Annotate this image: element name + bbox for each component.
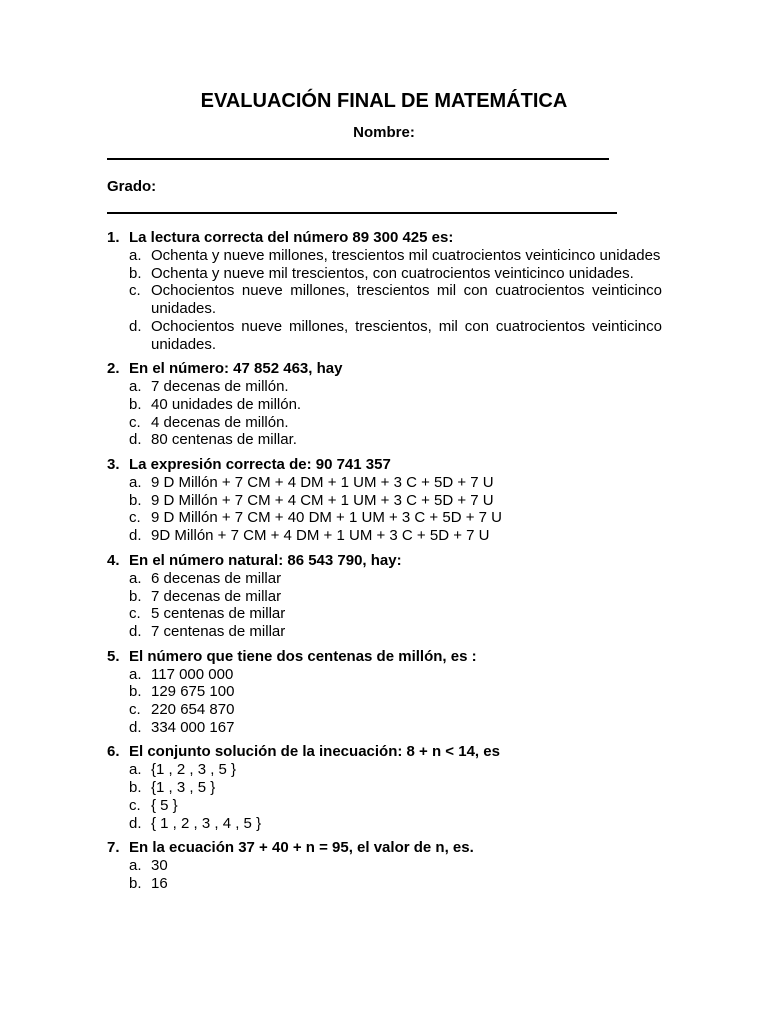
answer-option [129,431,662,449]
question-number: 6. [107,743,120,761]
answer-option [129,815,662,833]
option-letter: a. [129,569,142,587]
option-letter: d. [129,431,142,449]
answer-option [129,875,662,893]
option-text: { 1 , 2 , 3 , 4 , 5 } [151,814,262,832]
option-letter: b. [129,874,142,892]
option-letter: b. [129,587,142,605]
question-text: En el número natural: 86 543 790, hay: [129,551,402,569]
answer-option [129,605,662,623]
option-text: 9 D Millón + 7 CM + 4 DM + 1 UM + 3 C + 5D + 7 U [151,474,494,492]
answer-option [129,623,662,641]
question-4 [107,552,662,641]
option-letter: d. [129,718,142,736]
question-number: 2. [107,360,120,378]
option-letter: c. [129,509,141,527]
answer-option [129,857,662,875]
answer-option [129,666,662,684]
option-text: 220 654 870 [151,701,235,719]
grade-label: Grado: [107,178,157,195]
answer-option [129,588,662,606]
option-text: 334 000 167 [151,718,235,736]
question-number: 4. [107,551,120,569]
answer-option [129,318,662,353]
question-number: 5. [107,647,120,665]
question-text: La expresión correcta de: 90 741 357 [129,456,391,474]
question-heading [107,648,662,666]
answer-option [129,527,662,545]
option-text: Ochocientos nueve millones, trescientos mil con cuatrocientos veinticinco unidades. [151,282,662,318]
question-heading [107,552,662,570]
question-3 [107,456,662,545]
option-text: 80 centenas de millar. [151,431,297,449]
option-list [107,474,662,545]
question-list [107,229,662,900]
answer-option [129,701,662,719]
option-letter: a. [129,665,142,683]
option-text: { 5 } [151,796,178,814]
option-list [107,378,662,449]
question-1 [107,229,662,353]
option-text: Ochenta y nueve mil trescientos, con cuatrocientos veinticinco unidades. [151,264,634,282]
option-text: {1 , 3 , 5 } [151,779,216,797]
option-letter: b. [129,491,142,509]
question-heading [107,456,662,474]
question-text: El número que tiene dos centenas de millón, es : [129,647,477,665]
option-text: Ochenta y nueve millones, trescientos mil cuatrocientos veinticinco unidades [151,247,661,264]
option-text: 129 675 100 [151,683,235,701]
option-text: Ochocientos nueve millones, trescientos, mil con cuatrocientos veinticinco unidades. [151,317,662,353]
option-text: 40 unidades de millón. [151,395,302,413]
option-text: 16 [151,874,168,892]
option-text: 7 decenas de millón. [151,378,289,396]
question-text: En la ecuación 37 + 40 + n = 95, el valor de n, es. [129,839,474,857]
question-number: 1. [107,229,120,246]
option-list [107,857,662,892]
option-letter: b. [129,779,142,797]
option-letter: b. [129,683,142,701]
page-title: EVALUACIÓN FINAL DE MATEMÁTICA [200,90,568,112]
answer-option [129,683,662,701]
answer-option [129,414,662,432]
answer-option [129,509,662,527]
answer-option [129,761,662,779]
option-letter: c. [129,701,141,719]
name-underline [107,158,609,160]
answer-option [129,265,662,283]
question-6 [107,743,662,832]
option-text: 4 decenas de millón. [151,413,289,431]
option-letter: d. [129,622,142,640]
option-letter: c. [129,282,141,300]
name-label: Nombre: [353,124,415,141]
question-heading [107,743,662,761]
answer-option [129,719,662,737]
option-letter: d. [129,317,142,335]
answer-option [129,378,662,396]
question-text: El conjunto solución de la inecuación: 8 + n < 14, es [129,743,500,761]
question-5 [107,648,662,737]
question-7 [107,839,662,892]
answer-option [129,570,662,588]
option-text: 9 D Millón + 7 CM + 4 CM + 1 UM + 3 C + 5D + 7 U [151,491,494,509]
option-text: 5 centenas de millar [151,605,286,623]
answer-option [129,779,662,797]
option-letter: a. [129,378,142,396]
question-heading [107,229,662,247]
answer-option [129,474,662,492]
option-list [107,570,662,641]
option-list [107,666,662,737]
option-list [107,761,662,832]
option-text: {1 , 2 , 3 , 5 } [151,761,237,779]
grade-underline [107,212,617,214]
option-letter: c. [129,413,141,431]
option-letter: c. [129,605,141,623]
option-letter: a. [129,857,142,875]
option-text: 9D Millón + 7 CM + 4 DM + 1 UM + 3 C + 5D + 7 U [151,527,490,545]
option-letter: a. [129,247,142,264]
option-text: 30 [151,857,168,875]
option-text: 9 D Millón + 7 CM + 40 DM + 1 UM + 3 C + 5D + 7 U [151,509,502,527]
answer-option [129,282,662,317]
option-letter: a. [129,761,142,779]
question-number: 3. [107,456,120,474]
option-letter: b. [129,264,142,282]
answer-option [129,492,662,510]
option-letter: c. [129,796,141,814]
option-list [107,247,662,353]
option-text: 6 decenas de millar [151,569,282,587]
option-letter: d. [129,814,142,832]
question-number: 7. [107,839,120,857]
question-text: La lectura correcta del número 89 300 425 es: [129,229,454,246]
option-letter: b. [129,395,142,413]
question-heading [107,839,662,857]
answer-option [129,247,662,265]
option-text: 117 000 000 [151,665,234,683]
question-text: En el número: 47 852 463, hay [129,360,343,378]
option-text: 7 centenas de millar [151,622,286,640]
option-letter: a. [129,474,142,492]
option-letter: d. [129,527,142,545]
option-text: 7 decenas de millar [151,587,282,605]
question-heading [107,360,662,378]
answer-option [129,797,662,815]
answer-option [129,396,662,414]
question-2 [107,360,662,449]
